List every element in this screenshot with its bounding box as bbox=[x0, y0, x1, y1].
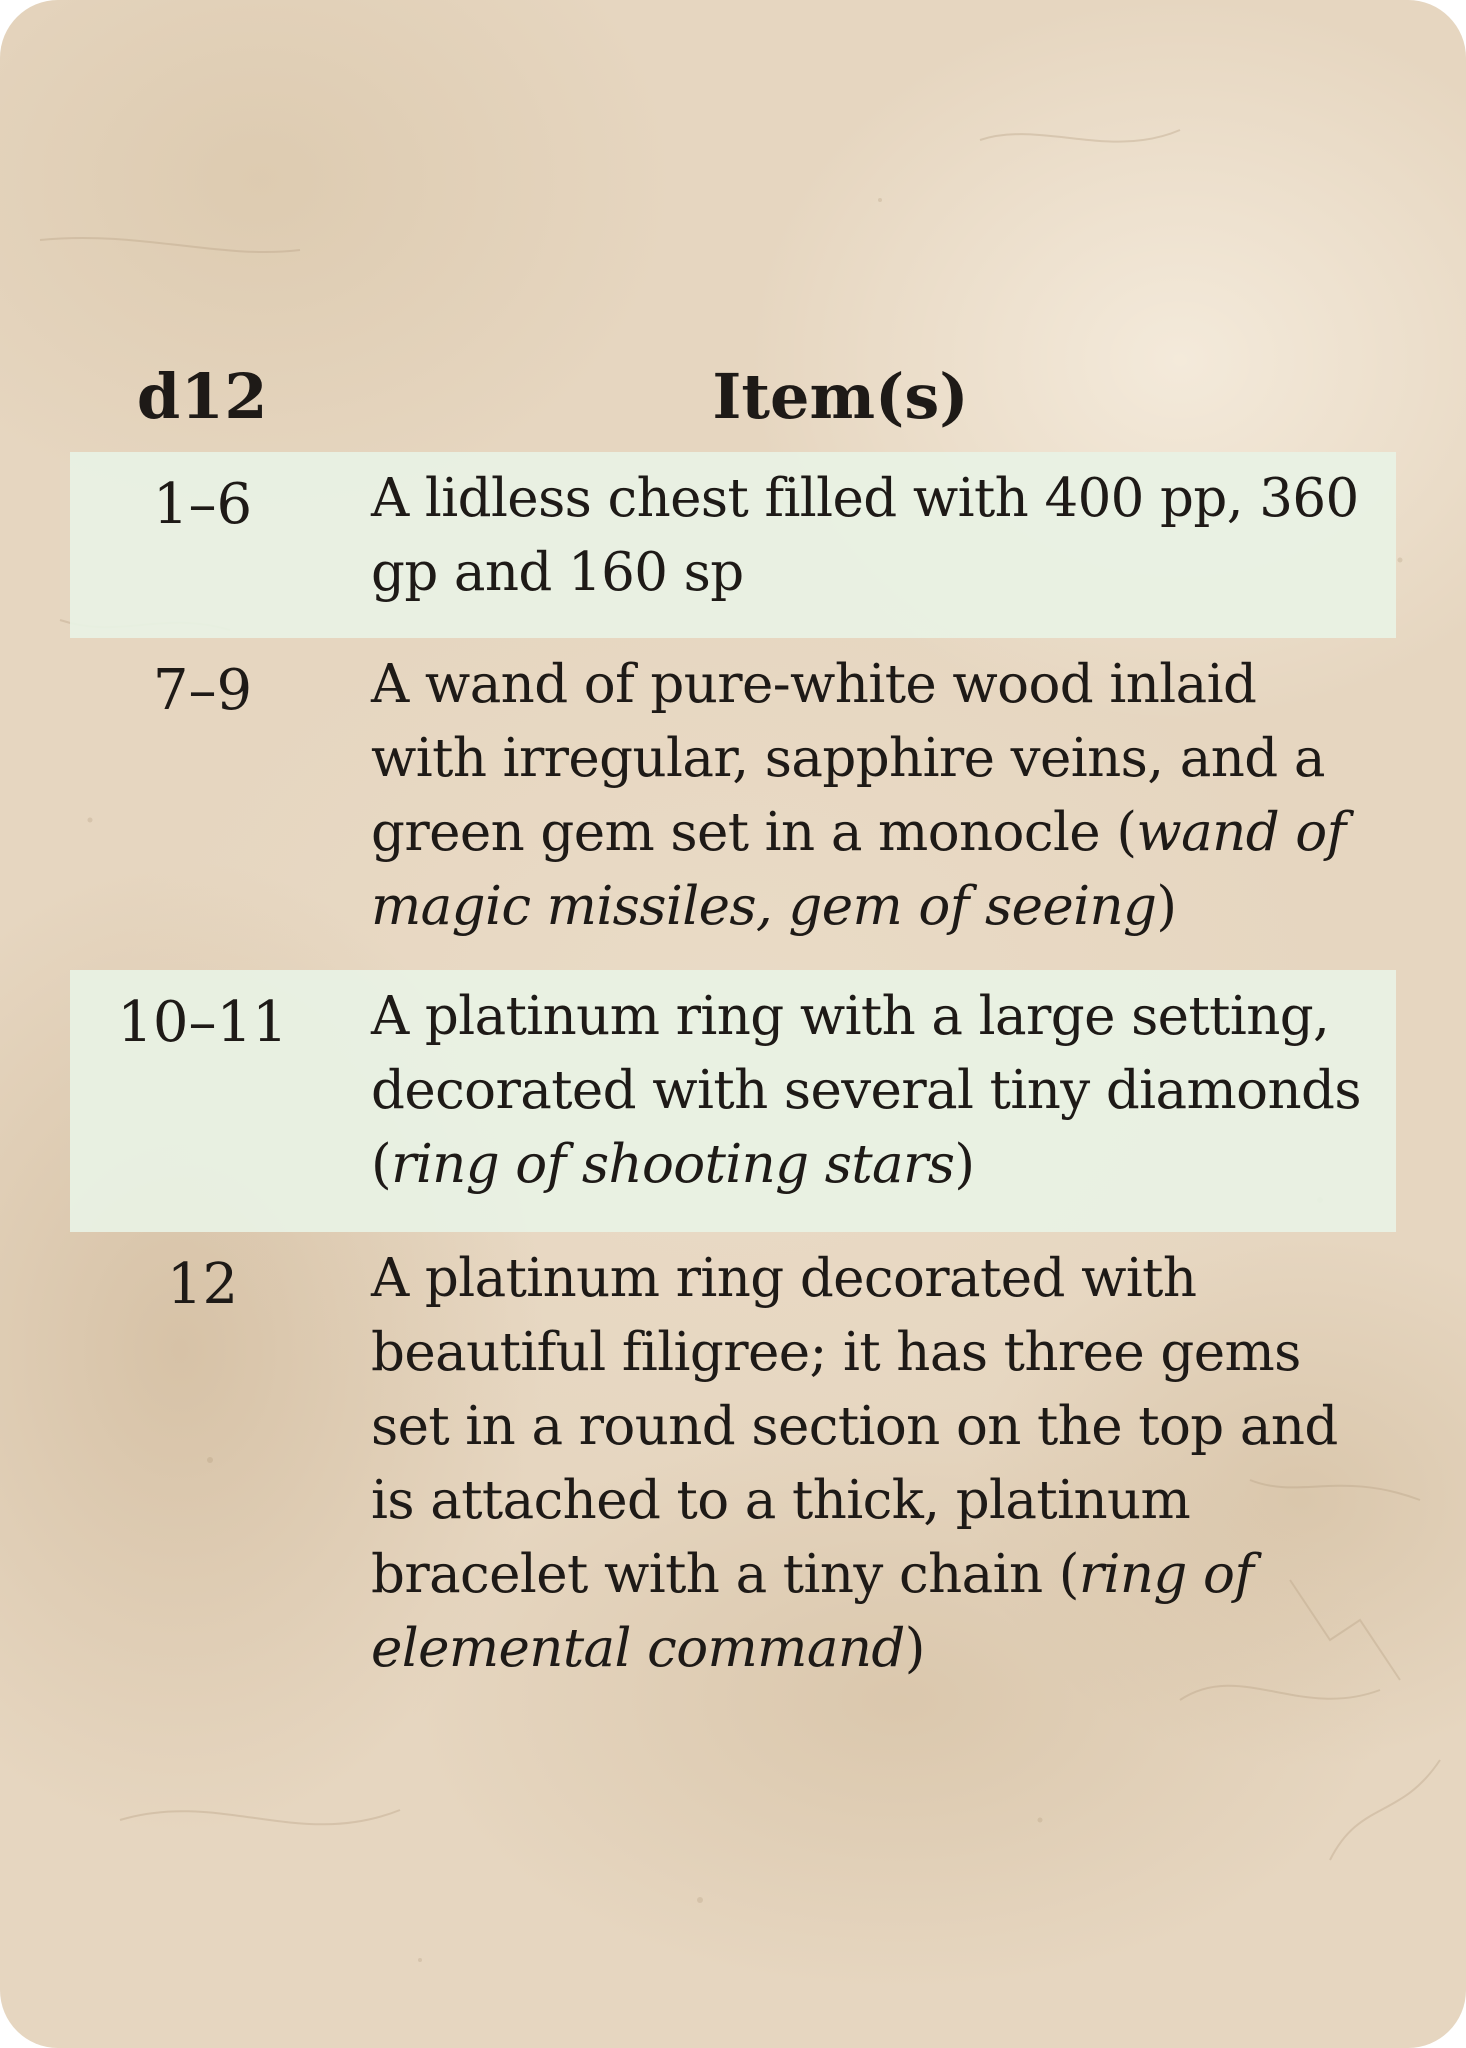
row-item-magic-items: ring of elemental command bbox=[371, 1544, 1254, 1679]
treasure-table bbox=[70, 340, 1396, 1712]
row-item-text: A platinum ring with a large setting, decorated with several tiny diamonds ( bbox=[371, 986, 1361, 1195]
table-row bbox=[70, 638, 1396, 970]
row-item-text: A lidless chest filled with 400 pp, 360 gp and 160 sp bbox=[371, 468, 1359, 603]
row-item-magic-items: wand of magic missiles, gem of seeing bbox=[371, 802, 1346, 937]
header-items: Item(s) bbox=[712, 359, 969, 433]
row-item-text: A wand of pure-white wood inlaid with irregular, sapphire veins, and a green gem set in a monocle ( bbox=[371, 654, 1325, 863]
row-item-close: ) bbox=[904, 1618, 925, 1679]
row-roll: 12 bbox=[166, 1252, 239, 1317]
table-row bbox=[70, 452, 1396, 638]
row-item-close: ) bbox=[1156, 876, 1177, 937]
row-roll: 10–11 bbox=[117, 990, 288, 1055]
table-header bbox=[70, 340, 1396, 452]
row-item-magic-items: ring of shooting stars bbox=[391, 1134, 955, 1195]
row-item bbox=[335, 970, 1396, 1212]
row-roll: 1–6 bbox=[152, 472, 253, 537]
row-item bbox=[335, 452, 1396, 620]
row-item bbox=[335, 1232, 1396, 1696]
table-row bbox=[70, 1232, 1396, 1712]
header-roll: d12 bbox=[136, 359, 269, 433]
row-item-text: A platinum ring decorated with beautiful filigree; it has three gems set in a round section on the top and is attached to a thick, platinum bracelet with a tiny chain ( bbox=[371, 1248, 1338, 1605]
row-roll: 7–9 bbox=[152, 658, 253, 723]
row-item bbox=[335, 638, 1396, 954]
row-item-close: ) bbox=[954, 1134, 975, 1195]
table-row bbox=[70, 970, 1396, 1232]
